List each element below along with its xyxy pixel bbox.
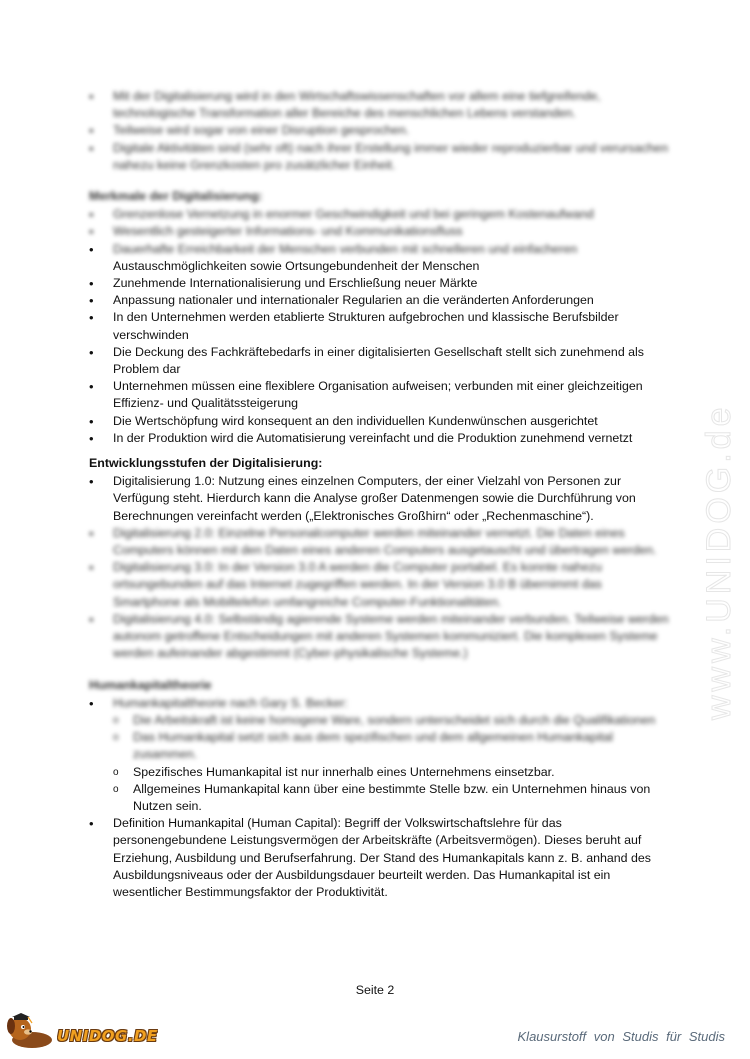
humankapital-main-item: Humankapitaltheorie nach Gary S. Becker:	[113, 695, 348, 710]
heading-humankapital: Humankapitaltheorie	[89, 677, 212, 692]
list-item: • Unternehmen müssen eine flexiblere Organisation aufweisen; verbunden mit einer gleichzeitigen Effizienz- und Qualitätssteigerung	[89, 378, 669, 412]
page-number: Seite 2	[355, 983, 395, 997]
list-item: • Grenzenlose Vernetzung in enormer Geschwindigkeit und bei geringem Kostenaufwand	[89, 206, 669, 223]
list-item: • Digitale Aktivitäten sind (sehr oft) nach ihrer Erstellung immer wieder reproduzierbar und verursachen nahezu keine Grenzkosten pro zusätzlicher Einheit.	[89, 140, 669, 174]
list-item: • Wesentlich gesteigerter Informations- und Kommunikationsfluss	[89, 223, 669, 240]
list-item: • Digitalisierung 2.0: Einzelne Personalcomputer werden miteinander vernetzt. Die Daten eines Computers können mit den Daten eines anderen Computers ausgetauscht und übertragen werden.	[89, 525, 669, 559]
humankapital-sublist	[113, 712, 669, 815]
dog-icon	[2, 1013, 58, 1051]
sub-list-item: o Allgemeines Humankapital kann über eine bestimmte Stelle bzw. ein Unternehmen hinaus von Nutzen sein.	[113, 781, 669, 815]
list-item: • Anpassung nationaler und internationaler Regularien an die veränderten Anforderungen	[89, 292, 669, 309]
stufen-list	[89, 473, 669, 662]
partial-visible-text: Austauschmöglichkeiten sowie Ortsungebundenheit der Menschen	[113, 258, 480, 273]
list-item: • Mit der Digitalisierung wird in den Wirtschaftswissenschaften vor allem eine tiefgreifende, technologische Transformation aller Bereiche des menschlichen Lebens verstanden.	[89, 88, 669, 122]
heading-entwicklungsstufen: Entwicklungsstufen der Digitalisierung:	[89, 456, 323, 471]
list-item: • Definition Humankapital (Human Capital): Begriff der Volkswirtschaftslehre für das personengebundene Leistungsvermögen der Arbeitskräfte (Arbeitsvermögen). Dieses beruht auf Erziehung, Ausbildung und Berufserfahrung. Der Stand des Humankapitals kann z. B. anhand des Ausbildungsniveaus oder der Ausbildungsdauer beurteilt werden. Das Humankapital ist ein wesentlicher Bestimmungsfaktor der Produktivität.	[89, 815, 669, 901]
list-item	[89, 695, 669, 815]
sub-list-item: o Die Arbeitskraft ist keine homogene Ware, sondern unterscheidet sich durch die Qualifikationen	[113, 712, 669, 729]
list-item: • Digitalisierung 4.0: Selbständig agierende Systeme werden miteinander verbunden. Teilweise werden autonom getroffene Entscheidungen mit anderen Systemen kommuniziert. Die komplexen Systeme werden aufeinander abgestimmt (Cyber-physikalische Systeme.)	[89, 611, 669, 663]
heading-merkmale: Merkmale der Digitalisierung:	[89, 189, 263, 204]
watermark-text: www.UNIDOG.de	[700, 403, 738, 720]
merkmale-list	[89, 206, 669, 447]
sub-list-item: o Das Humankapital setzt sich aus dem spezifischen und dem allgemeinen Humankapital zusammen.	[113, 729, 669, 763]
list-item: • Digitalisierung 1.0: Nutzung eines einzelnen Computers, der einer Vielzahl von Personen zur Verfügung steht. Hierdurch kann die Analyse großer Datenmengen sowie die Durchführung von Berechnungen vereinfacht werden („Elektronisches Großhirn“ oder „Rechenmaschine“).	[89, 473, 669, 525]
content	[89, 88, 669, 901]
watermark	[700, 275, 738, 725]
list-item: • Teilweise wird sogar von einer Disruption gesprochen.	[89, 122, 669, 139]
list-item: • Zunehmende Internationalisierung und Erschließung neuer Märkte	[89, 275, 669, 292]
list-item: • Digitalisierung 3.0: In der Version 3.0 A werden die Computer portabel. Es konnte nahezu ortsungebunden auf das Internet zugegriffen werden. In der Version 3.0 B übernimmt das Smartphone als Mobiltelefon umfangreiche Computer-Funktionalitäten.	[89, 559, 669, 611]
logo-text: UNIDOG.DE	[57, 1027, 158, 1045]
unidog-logo[interactable]	[2, 1013, 162, 1051]
list-item: • In den Unternehmen werden etablierte Strukturen aufgebrochen und klassische Berufsbilder verschwinden	[89, 309, 669, 343]
watermark-svg	[700, 275, 740, 725]
list-item: • Die Wertschöpfung wird konsequent an den individuellen Kundenwünschen ausgerichtet	[89, 413, 669, 430]
humankapital-list	[89, 695, 669, 901]
list-item: • Die Deckung des Fachkräftebedarfs in einer digitalisierten Gesellschaft stellt sich zunehmend als Problem dar	[89, 344, 669, 378]
sub-list-item: o Spezifisches Humankapital ist nur innerhalb eines Unternehmens einsetzbar.	[113, 764, 669, 781]
tagline: Klausurstoff von Studis für Studis	[517, 1029, 725, 1044]
list-item: • In der Produktion wird die Automatisierung vereinfacht und die Produktion zunehmend vernetzt	[89, 430, 669, 447]
list-item	[89, 241, 669, 275]
intro-list	[89, 88, 669, 174]
partial-blurred-text: • Dauerhafte Erreichbarkeit der Menschen verbunden mit schnelleren und einfacheren	[113, 241, 578, 256]
